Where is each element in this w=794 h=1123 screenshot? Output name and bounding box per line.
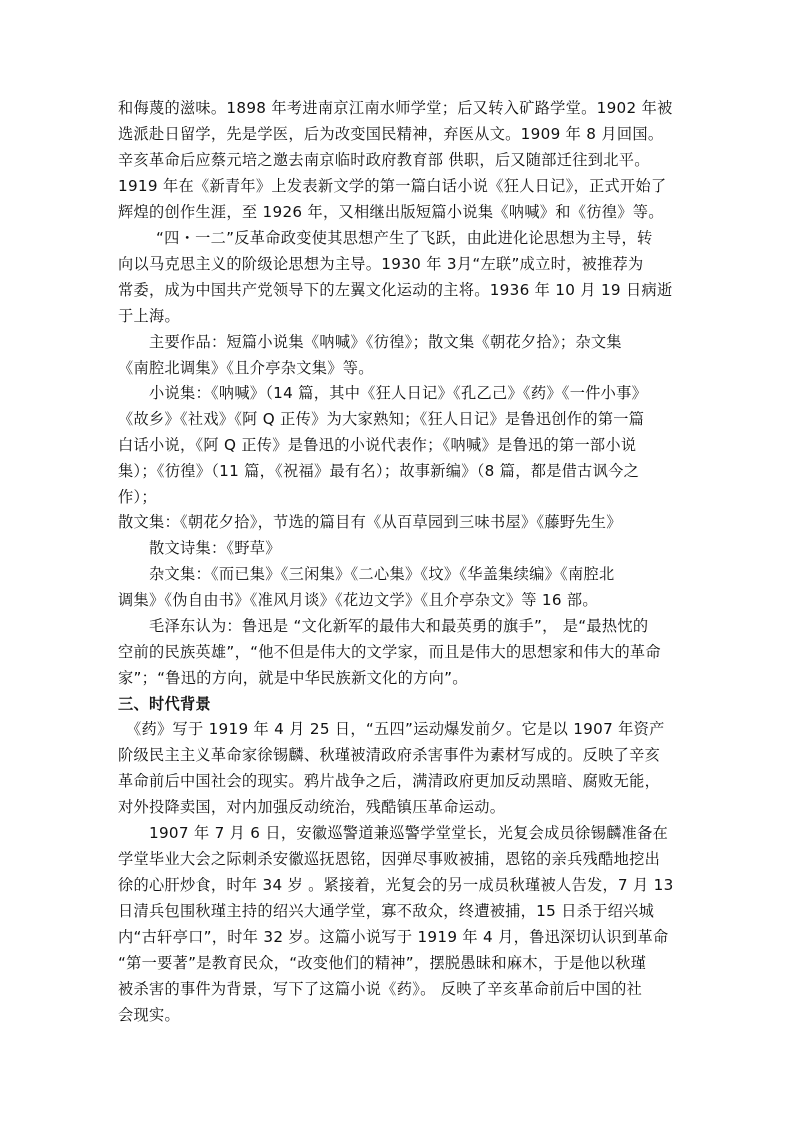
text-line: 和侮蔑的滋味。1898 年考进南京江南水师学堂；后又转入矿路学堂。1902 年被 xyxy=(118,99,673,117)
text-line: 散文集：《朝花夕拾》，节选的篇目有《从百草园到三味书屋》《藤野先生》 xyxy=(118,513,622,531)
text-line: 散文诗集：《野草》 xyxy=(149,539,281,557)
text-line: 于上海。 xyxy=(118,307,180,325)
text-line: 革命前后中国社会的现实。鸦片战争之后，满清政府更加反动黑暗、腐败无能， xyxy=(118,772,661,790)
text-line: 对外投降卖国，对内加强反动统治，残酷镇压革命运动。 xyxy=(118,798,506,816)
text-line: 日清兵包围秋瑾主持的绍兴大通学堂，寡不敌众，终遭被捕，15 日杀于绍兴城 xyxy=(118,902,655,920)
section-heading: 三、时代背景 xyxy=(118,695,211,713)
text-line: 小说集：《呐喊》（14 篇，其中《狂人日记》《孔乙己》《药》《一件小事》 xyxy=(149,384,648,402)
text-line: 常委，成为中国共产党领导下的左翼文化运动的主将。1936 年 10 月 19 日病逝 xyxy=(118,281,673,299)
text-line: 阶级民主主义革命家徐锡麟、秋瑾被清政府杀害事件为素材写成的。反映了辛亥 xyxy=(118,746,661,764)
text-line: 作）； xyxy=(118,488,157,506)
text-line: 向以马克思主义的阶级论思想为主导。1930 年 3月“左联”成立时，被推荐为 xyxy=(118,255,644,273)
text-line: 空前的民族英雄”，“他不但是伟大的文学家，而且是伟大的思想家和伟大的革命 xyxy=(118,643,661,661)
text-line: 《药》写于 1919 年 4 月 25 日，“五四”运动爆发前夕。它是以 1907 年资产 xyxy=(126,720,665,738)
text-line: “第一要著”是教育民众，“改变他们的精神”，摆脱愚昧和麻木，于是他以秋瑾 xyxy=(118,954,647,972)
text-line: 辛亥革命后应蔡元培之邀去南京临时政府教育部 供职，后又随部迁往到北平。 xyxy=(118,151,650,169)
text-line: 1919 年在《新青年》上发表新文学的第一篇白话小说《狂人日记》，正式开始了 xyxy=(118,177,667,195)
text-line: 徐的心肝炒食，时年 34 岁 。紧接着，光复会的另一成员秋瑾被人告发，7 月 13 xyxy=(118,876,674,894)
text-line: 家”；“鲁迅的方向，就是中华民族新文化的方向”。 xyxy=(118,669,468,687)
text-line: 白话小说，《阿 Q 正传》是鲁迅的小说代表作；《呐喊》是鲁迅的第一部小说 xyxy=(118,436,637,454)
text-line: 调集》《伪自由书》《准风月谈》《花边文学》《且介亭杂文》等 16 部。 xyxy=(118,591,598,609)
text-line: 辉煌的创作生涯，至 1926 年，又相继出版短篇小说集《呐喊》和《彷徨》等。 xyxy=(118,203,664,221)
text-line: 杂文集：《而已集》《三闲集》《二心集》《坟》《华盖集续编》《南腔北 xyxy=(149,565,615,583)
text-line: 1907 年 7 月 6 日，安徽巡警道兼巡警学堂堂长，光复会成员徐锡麟准备在 xyxy=(149,824,669,842)
text-line: 《故乡》《社戏》《阿 Q 正传》为大家熟知；《狂人日记》是鲁迅创作的第一篇 xyxy=(118,410,645,428)
text-line: 被杀害的事件为背景，写下了这篇小说《药》。 反映了辛亥革命前后中国的社 xyxy=(118,980,643,998)
text-line: 内“古轩亭口”，时年 32 岁。这篇小说写于 1919 年 4 月，鲁迅深切认识到革命 xyxy=(118,928,669,946)
text-line: “四・一二”反革命政变使其思想产生了飞跃，由此进化论思想为主导，转 xyxy=(156,229,653,247)
text-line: 毛泽东认为：鲁迅是 “文化新军的最伟大和最英勇的旗手”， 是“最热忱的 xyxy=(149,617,649,635)
text-line: 选派赴日留学，先是学医，后为改变国民精神，弃医从文。1909 年 8 月回国。 xyxy=(118,125,664,143)
text-line: 《南腔北调集》《且介亭杂文集》等。 xyxy=(118,359,374,377)
text-line: 会现实。 xyxy=(118,1006,180,1024)
text-line: 学堂毕业大会之际刺杀安徽巡抚恩铭，因弹尽事败被捕，恩铭的亲兵残酷地挖出 xyxy=(118,850,661,868)
text-line: 集）；《彷徨》（11 篇，《祝福》最有名）；故事新编》（8 篇，都是借古讽今之 xyxy=(118,462,640,480)
text-line: 主要作品：短篇小说集《呐喊》《彷徨》；散文集《朝花夕拾》；杂文集 xyxy=(149,333,622,351)
